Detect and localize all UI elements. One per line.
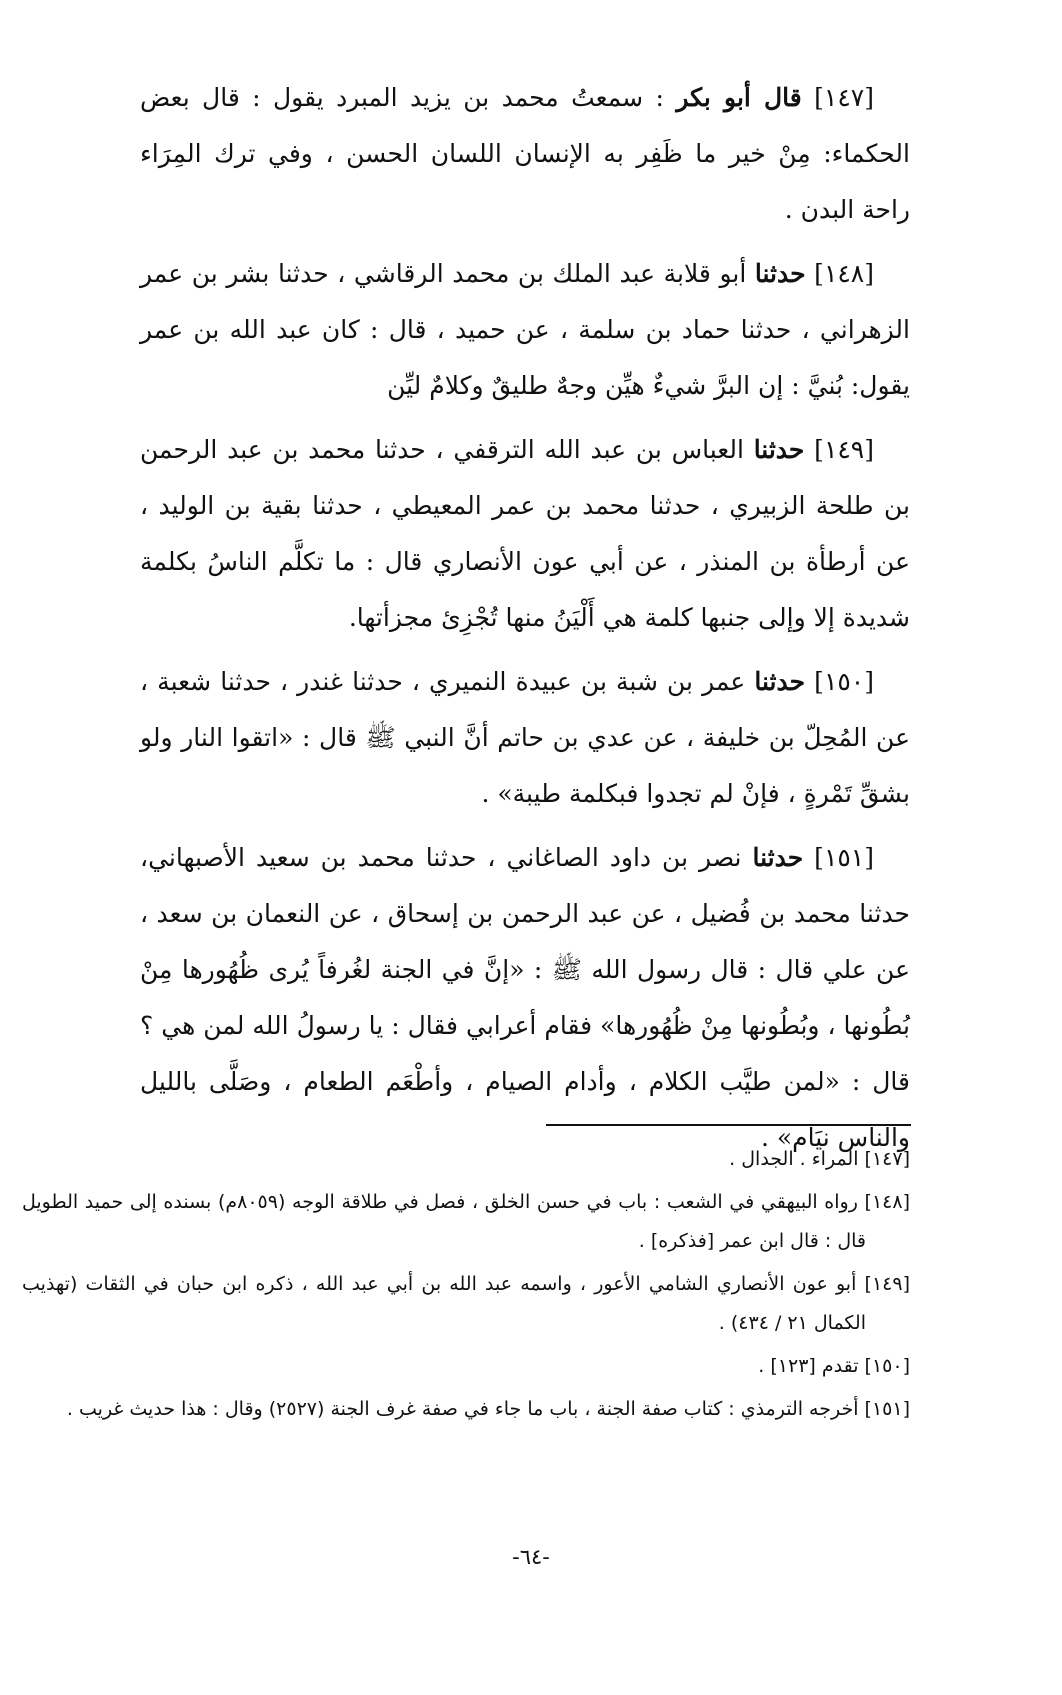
paragraph-148	[140, 246, 910, 414]
paragraph-lead: حدثنا	[754, 667, 806, 696]
paragraph-lead: حدثنا	[753, 435, 805, 464]
footnote: [١٤٩] أبو عون الأنصاري الشامي الأعور ، واسمه عبد الله بن أبي عبد الله ، ذكره ابن حبان في الثقات (تهذيب الكمال ٢١ / ٤٣٤) .	[22, 1273, 910, 1334]
footnote-separator	[546, 1124, 911, 1126]
paragraph-number: [١٤٨]	[814, 259, 874, 288]
paragraph-number: [١٥١]	[814, 843, 874, 872]
paragraph-lead: حدثنا	[754, 259, 806, 288]
paragraph-lead: حدثنا	[752, 843, 804, 872]
footnotes	[22, 1140, 910, 1433]
main-text	[140, 70, 910, 1174]
page-number: -٦٤-	[512, 1545, 550, 1569]
footnote: [١٤٨] رواه البيهقي في الشعب : باب في حسن الخلق ، فصل في طلاقة الوجه (٨٠٥٩م) بسنده إلى حميد الطويل قال : قال ابن عمر [فذكره] .	[22, 1191, 910, 1252]
paragraph-lead: قال أبو بكر	[676, 83, 802, 112]
footnote: [١٥١] أخرجه الترمذي : كتاب صفة الجنة ، باب ما جاء في صفة غرف الجنة (٢٥٢٧) وقال : هذا حديث غريب .	[66, 1398, 910, 1420]
paragraph-text: نصر بن داود الصاغاني ، حدثنا محمد بن سعيد الأصبهاني، حدثنا محمد بن فُضيل ، عن عبد الرحمن بن إسحاق ، عن النعمان بن سعد ، عن علي قال : قال رسول الله ﷺ : «إنَّ في الجنة لغُرفاً يُرى ظُهُورها مِنْ بُطُونها ، وبُطُونها مِنْ ظُهُورها» فقام أعرابي فقال : يا رسولُ الله لمن هي ؟ قال : «لمن طيَّب الكلام ، وأدام الصيام ، وأطْعَم الطعام ، وصَلَّى بالليل والناس نيَام» .	[140, 843, 910, 1152]
footnote: [١٥٠] تقدم [١٢٣] .	[758, 1355, 910, 1377]
paragraph-text: العباس بن عبد الله الترقفي ، حدثنا محمد بن عبد الرحمن بن طلحة الزبيري ، حدثنا محمد بن عمر المعيطي ، حدثنا بقية بن الوليد ، عن أرطأة بن المنذر ، عن أبي عون الأنصاري قال : ما تكلَّم الناسُ بكلمة شديدة إلا وإلى جنبها كلمة هي أَلْيَنُ منها تُجْزِئ مجزأتها.	[140, 435, 910, 632]
paragraph-text: عمر بن شبة بن عبيدة النميري ، حدثنا غندر ، حدثنا شعبة ، عن المُحِلّ بن خليفة ، عن عدي بن حاتم أنَّ النبي ﷺ قال : «اتقوا النار ولو بشقِّ تَمْرةٍ ، فإنْ لم تجدوا فبكلمة طيبة» .	[140, 667, 910, 808]
paragraph-text: : سمعتُ محمد بن يزيد المبرد يقول : قال بعض الحكماء: مِنْ خير ما ظَفِر به الإنسان اللسان الحسن ، وفي ترك المِرَاء راحة البدن .	[140, 83, 910, 224]
paragraph-number: [١٤٩]	[814, 435, 874, 464]
paragraph-number: [١٥٠]	[814, 667, 874, 696]
paragraph-149	[140, 422, 910, 646]
paragraph-150	[140, 654, 910, 822]
paragraph-147	[140, 70, 910, 238]
paragraph-151	[140, 830, 910, 1166]
paragraph-number: [١٤٧]	[814, 83, 874, 112]
footnote: [١٤٧] المراء . الجدال .	[729, 1148, 910, 1170]
paragraph-text: أبو قلابة عبد الملك بن محمد الرقاشي ، حدثنا بشر بن عمر الزهراني ، حدثنا حماد بن سلمة ، عن حميد ، قال : كان عبد الله بن عمر يقول: بُنيَّ : إن البرَّ شيءٌ هيِّن وجهٌ طليقٌ وكلامٌ ليِّن	[140, 259, 910, 400]
